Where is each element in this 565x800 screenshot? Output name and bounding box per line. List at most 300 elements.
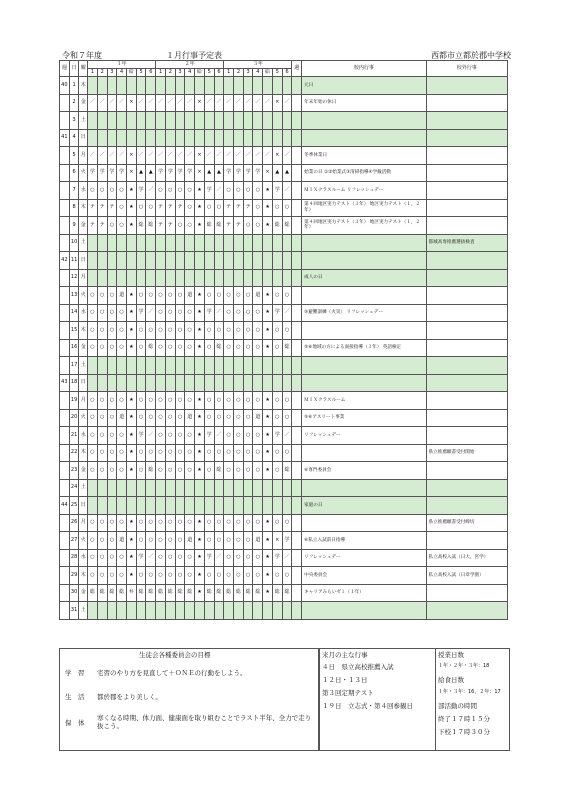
period-cell: ○ [243, 549, 253, 567]
period-cell: ○ [204, 322, 214, 340]
period-cell: ／ [107, 94, 117, 112]
day-of-week: 木 [79, 77, 88, 95]
school-event: リフレッシュデー [302, 427, 426, 445]
period-cell: × [195, 164, 205, 182]
period-cell [243, 602, 253, 620]
period-count [292, 497, 302, 515]
period-cell: 総 [185, 584, 195, 602]
period-cell [97, 497, 107, 515]
outside-event [426, 602, 507, 620]
period-cell: 学 [107, 164, 117, 182]
school-event [302, 322, 426, 340]
period-cell [185, 497, 195, 515]
period-cell [175, 77, 185, 95]
week-number [60, 514, 70, 532]
outside-event [426, 479, 507, 497]
period-cell [282, 234, 292, 252]
period-cell: ○ [156, 409, 166, 427]
period-cell: ○ [175, 514, 185, 532]
period-cell: ○ [117, 217, 127, 235]
outside-event [426, 269, 507, 287]
day-row [60, 269, 508, 287]
period-cell: 総 [272, 217, 282, 235]
period-cell: 総 [282, 584, 292, 602]
period-cell: ／ [107, 147, 117, 165]
period-count [292, 129, 302, 147]
period-cell: ○ [282, 444, 292, 462]
day-number: 10 [69, 234, 79, 252]
school-event: キャリアみらいゼミ（１年） [302, 584, 426, 602]
period-cell: ／ [204, 147, 214, 165]
period-cell [136, 112, 146, 130]
schedule-table [59, 60, 508, 620]
day-row [60, 304, 508, 322]
period-cell: ○ [97, 462, 107, 480]
week-number [60, 164, 70, 182]
period-cell: ○ [214, 392, 224, 410]
period-cell [146, 77, 156, 95]
period-cell [126, 129, 136, 147]
period-cell: ○ [107, 304, 117, 322]
period-cell: ○ [204, 339, 214, 357]
period-cell: ★ [126, 549, 136, 567]
period-cell [224, 357, 234, 375]
period-cell: ○ [243, 287, 253, 305]
period-cell: ○ [185, 514, 195, 532]
period-cell: ○ [224, 304, 234, 322]
period-cell: ○ [107, 339, 117, 357]
period-cell: ★ [126, 427, 136, 445]
day-of-week: 火 [79, 532, 88, 550]
school-event [302, 514, 426, 532]
day-row [60, 409, 508, 427]
period-cell: ○ [214, 409, 224, 427]
period-cell [97, 602, 107, 620]
period-cell: ／ [156, 94, 166, 112]
period-cell: ○ [156, 182, 166, 200]
period-cell: ○ [234, 182, 244, 200]
week-number [60, 304, 70, 322]
period-cell: 総 [272, 584, 282, 602]
period-cell [204, 497, 214, 515]
period-cell [204, 479, 214, 497]
period-cell [195, 234, 205, 252]
period-cell: ○ [204, 532, 214, 550]
period-cell: ○ [224, 462, 234, 480]
period-cell [234, 234, 244, 252]
period-cell: ○ [224, 287, 234, 305]
period-cell: ○ [282, 199, 292, 217]
period-cell: ▲ [214, 164, 224, 182]
day-number: 6 [69, 164, 79, 182]
outside-event [426, 252, 507, 270]
school-event: リフレッシュデー [302, 549, 426, 567]
period-cell [107, 374, 117, 392]
period-number: 4 [253, 69, 263, 77]
week-number [60, 94, 70, 112]
period-cell: ○ [165, 444, 175, 462]
period-cell [195, 77, 205, 95]
period-cell [126, 269, 136, 287]
period-cell: ○ [175, 549, 185, 567]
period-cell: ★ [263, 549, 273, 567]
period-cell [107, 129, 117, 147]
period-cell: ○ [272, 287, 282, 305]
day-of-week: 日 [79, 129, 88, 147]
period-cell: 学 [272, 304, 282, 322]
period-cell: ○ [165, 322, 175, 340]
day-number: 18 [69, 374, 79, 392]
period-cell: ／ [97, 147, 107, 165]
period-cell [224, 112, 234, 130]
period-cell: ○ [88, 392, 98, 410]
period-cell: ○ [146, 532, 156, 550]
period-cell: ○ [156, 444, 166, 462]
period-cell: ○ [107, 462, 117, 480]
period-cell: ○ [136, 287, 146, 305]
period-cell: ○ [117, 567, 127, 585]
outside-event: 私立高校入試（日章学園） [426, 567, 507, 585]
period-cell: ○ [253, 549, 263, 567]
club-end: 終了１７時１５分 [438, 715, 490, 723]
period-cell: ／ [243, 147, 253, 165]
dow-header: 曜 [79, 61, 88, 77]
period-cell: ○ [165, 409, 175, 427]
period-cell: ○ [224, 409, 234, 427]
period-cell: ○ [214, 199, 224, 217]
period-cell [185, 357, 195, 375]
period-cell: ★ [263, 199, 273, 217]
period-cell [175, 129, 185, 147]
period-cell: ○ [117, 444, 127, 462]
period-cell: ★ [195, 409, 205, 427]
period-cell [224, 374, 234, 392]
period-cell: ○ [117, 304, 127, 322]
period-cell [126, 234, 136, 252]
school-event: ⑥私立入試前日指導 [302, 532, 426, 550]
day-of-week: 金 [79, 339, 88, 357]
day-of-week: 月 [79, 147, 88, 165]
period-cell [243, 129, 253, 147]
period-cell: ★ [263, 182, 273, 200]
period-cell [243, 374, 253, 392]
period-cell: ○ [224, 322, 234, 340]
period-cell: ★ [195, 427, 205, 445]
period-cell [117, 357, 127, 375]
period-cell: ○ [272, 392, 282, 410]
period-number: 3 [107, 69, 117, 77]
period-cell: テ [88, 217, 98, 235]
period-cell: 総 [117, 584, 127, 602]
period-cell [165, 497, 175, 515]
day-number: 22 [69, 444, 79, 462]
period-cell: × [263, 164, 273, 182]
school-event: 第４回地区実力テスト（３年） 地区実力テスト（１，２年） [302, 217, 426, 235]
period-cell [263, 374, 273, 392]
period-cell: ○ [272, 514, 282, 532]
day-number: 25 [69, 497, 79, 515]
period-cell [88, 129, 98, 147]
period-cell: ／ [224, 147, 234, 165]
period-cell: ○ [224, 427, 234, 445]
day-row [60, 462, 508, 480]
period-cell [175, 602, 185, 620]
period-cell: ／ [224, 94, 234, 112]
period-cell: ○ [253, 339, 263, 357]
period-cell: ○ [146, 392, 156, 410]
period-cell [204, 374, 214, 392]
day-row [60, 602, 508, 620]
period-cell [263, 357, 273, 375]
period-cell [156, 479, 166, 497]
period-cell: ○ [156, 287, 166, 305]
document-title: １月行事予定表 [166, 51, 222, 60]
period-cell: ○ [243, 444, 253, 462]
period-cell [156, 112, 166, 130]
period-cell: ★ [126, 217, 136, 235]
period-cell [165, 112, 175, 130]
period-cell: ○ [136, 462, 146, 480]
club-title: 部活動の時間 [438, 702, 477, 710]
period-number: 6 [146, 69, 156, 77]
period-cell [243, 269, 253, 287]
school-event [302, 444, 426, 462]
day-row [60, 77, 508, 95]
school-event [302, 602, 426, 620]
outside-event [426, 322, 507, 340]
period-count [292, 392, 302, 410]
period-cell: ○ [146, 409, 156, 427]
period-cell [88, 357, 98, 375]
outside-event [426, 94, 507, 112]
school-event [302, 357, 426, 375]
period-cell [175, 112, 185, 130]
period-cell [175, 357, 185, 375]
period-cell: × [126, 164, 136, 182]
period-count [292, 252, 302, 270]
period-cell [146, 357, 156, 375]
period-cell: ○ [234, 444, 244, 462]
period-cell: ★ [263, 427, 273, 445]
period-cell [272, 497, 282, 515]
period-cell [97, 252, 107, 270]
period-cell: ○ [234, 287, 244, 305]
period-cell: ★ [263, 322, 273, 340]
period-cell [195, 357, 205, 375]
period-cell [126, 112, 136, 130]
school-event: ⑥専門委員会 [302, 462, 426, 480]
period-cell: テ [234, 217, 244, 235]
period-cell: 学 [204, 182, 214, 200]
period-cell: ○ [224, 514, 234, 532]
period-cell: ○ [107, 567, 117, 585]
period-cell: ○ [282, 287, 292, 305]
period-cell [195, 374, 205, 392]
period-cell: ★ [195, 217, 205, 235]
period-cell [195, 479, 205, 497]
period-cell: ○ [136, 199, 146, 217]
period-cell: ／ [234, 94, 244, 112]
period-cell: ○ [204, 462, 214, 480]
period-cell [234, 77, 244, 95]
week-number [60, 112, 70, 130]
period-cell: ○ [107, 287, 117, 305]
day-of-week: 木 [79, 444, 88, 462]
period-cell: 総 [282, 339, 292, 357]
period-cell: ○ [165, 427, 175, 445]
period-cell: 総 [97, 584, 107, 602]
week-number [60, 234, 70, 252]
period-cell: ○ [234, 409, 244, 427]
school-event: 元日 [302, 77, 426, 95]
next-month-item: 第３回定期テスト [322, 689, 374, 697]
next-month-item: ４日 県立高校推薦入試 [322, 663, 394, 671]
period-cell: ○ [88, 567, 98, 585]
school-event: 第４回地区実力テスト（３年） 地区実力テスト（１，２年） [302, 199, 426, 217]
period-cell: 学 [136, 304, 146, 322]
period-cell: ○ [185, 304, 195, 322]
period-cell: 学 [243, 164, 253, 182]
period-cell [282, 602, 292, 620]
period-cell: ○ [88, 182, 98, 200]
period-cell [146, 602, 156, 620]
period-cell [253, 129, 263, 147]
period-cell: ★ [126, 567, 136, 585]
period-cell [253, 77, 263, 95]
period-cell [107, 357, 117, 375]
period-cell: 道 [253, 532, 263, 550]
period-cell: ★ [195, 549, 205, 567]
period-cell: ○ [282, 392, 292, 410]
period-cell: ○ [97, 567, 107, 585]
period-cell: 総 [165, 584, 175, 602]
period-cell [204, 234, 214, 252]
period-cell: 総 [88, 584, 98, 602]
period-cell [136, 357, 146, 375]
period-cell: ○ [204, 409, 214, 427]
day-number: 29 [69, 567, 79, 585]
period-cell [185, 252, 195, 270]
period-cell: ○ [243, 409, 253, 427]
period-cell: × [195, 147, 205, 165]
period-cell [272, 112, 282, 130]
day-of-week: 月 [79, 514, 88, 532]
period-cell: ○ [253, 514, 263, 532]
period-cell: ○ [204, 444, 214, 462]
period-cell: ○ [117, 514, 127, 532]
period-cell: ○ [136, 322, 146, 340]
period-cell: ／ [214, 427, 224, 445]
period-count [292, 234, 302, 252]
period-cell: ○ [214, 514, 224, 532]
day-row [60, 374, 508, 392]
day-row [60, 252, 508, 270]
period-cell: ○ [97, 409, 107, 427]
period-cell: ▲ [282, 164, 292, 182]
period-cell [146, 129, 156, 147]
period-number: 6 [282, 69, 292, 77]
period-cell: ★ [263, 217, 273, 235]
period-cell: ○ [88, 444, 98, 462]
week-number [60, 444, 70, 462]
period-cell [272, 479, 282, 497]
day-of-week: 火 [79, 287, 88, 305]
period-cell [156, 357, 166, 375]
period-cell: ○ [175, 287, 185, 305]
period-cell [234, 479, 244, 497]
period-cell [185, 112, 195, 130]
period-cell: ○ [117, 427, 127, 445]
period-cell: ／ [117, 94, 127, 112]
day-row [60, 129, 508, 147]
week-number [60, 479, 70, 497]
day-number: 16 [69, 339, 79, 357]
period-cell [282, 357, 292, 375]
period-cell [97, 374, 107, 392]
period-cell: 学 [253, 164, 263, 182]
days-title: 授業日数 [438, 651, 464, 659]
period-cell: 総 [243, 584, 253, 602]
period-cell: 学 [234, 164, 244, 182]
period-cell: ○ [224, 532, 234, 550]
period-cell: ○ [156, 514, 166, 532]
next-month-item: １２日・１３日 [322, 676, 368, 684]
period-cell: ○ [175, 444, 185, 462]
outside-event [426, 304, 507, 322]
week-number [60, 357, 70, 375]
period-cell: ★ [195, 532, 205, 550]
period-cell: ★ [195, 567, 205, 585]
period-cell [97, 112, 107, 130]
period-cell: ○ [97, 427, 107, 445]
period-cell: ○ [175, 339, 185, 357]
day-number: 7 [69, 182, 79, 200]
period-cell: ★ [263, 567, 273, 585]
period-cell: ○ [243, 427, 253, 445]
period-cell: ○ [272, 444, 282, 462]
period-cell [185, 374, 195, 392]
period-cell: 総 [156, 584, 166, 602]
day-of-week: 土 [79, 479, 88, 497]
day-row [60, 217, 508, 235]
day-number: 30 [69, 584, 79, 602]
week-number [60, 549, 70, 567]
period-cell: テ [224, 217, 234, 235]
day-row [60, 497, 508, 515]
period-cell [272, 269, 282, 287]
period-count [292, 304, 302, 322]
day-number: 26 [69, 514, 79, 532]
period-cell: ○ [253, 462, 263, 480]
period-cell [224, 252, 234, 270]
period-cell [263, 479, 273, 497]
period-cell [224, 497, 234, 515]
outside-event [426, 462, 507, 480]
grade1-header: １年 [88, 61, 156, 69]
period-count [292, 287, 302, 305]
period-cell: テ [97, 199, 107, 217]
period-cell: 学 [165, 164, 175, 182]
period-cell: ○ [107, 409, 117, 427]
day-of-week: 水 [79, 427, 88, 445]
next-month-item: １９日 立志式・第４回参観日 [322, 702, 413, 710]
day-number: 23 [69, 462, 79, 480]
day-number: 9 [69, 217, 79, 235]
period-cell [107, 112, 117, 130]
period-number: 5 [272, 69, 282, 77]
period-cell: ○ [243, 339, 253, 357]
period-count [292, 322, 302, 340]
